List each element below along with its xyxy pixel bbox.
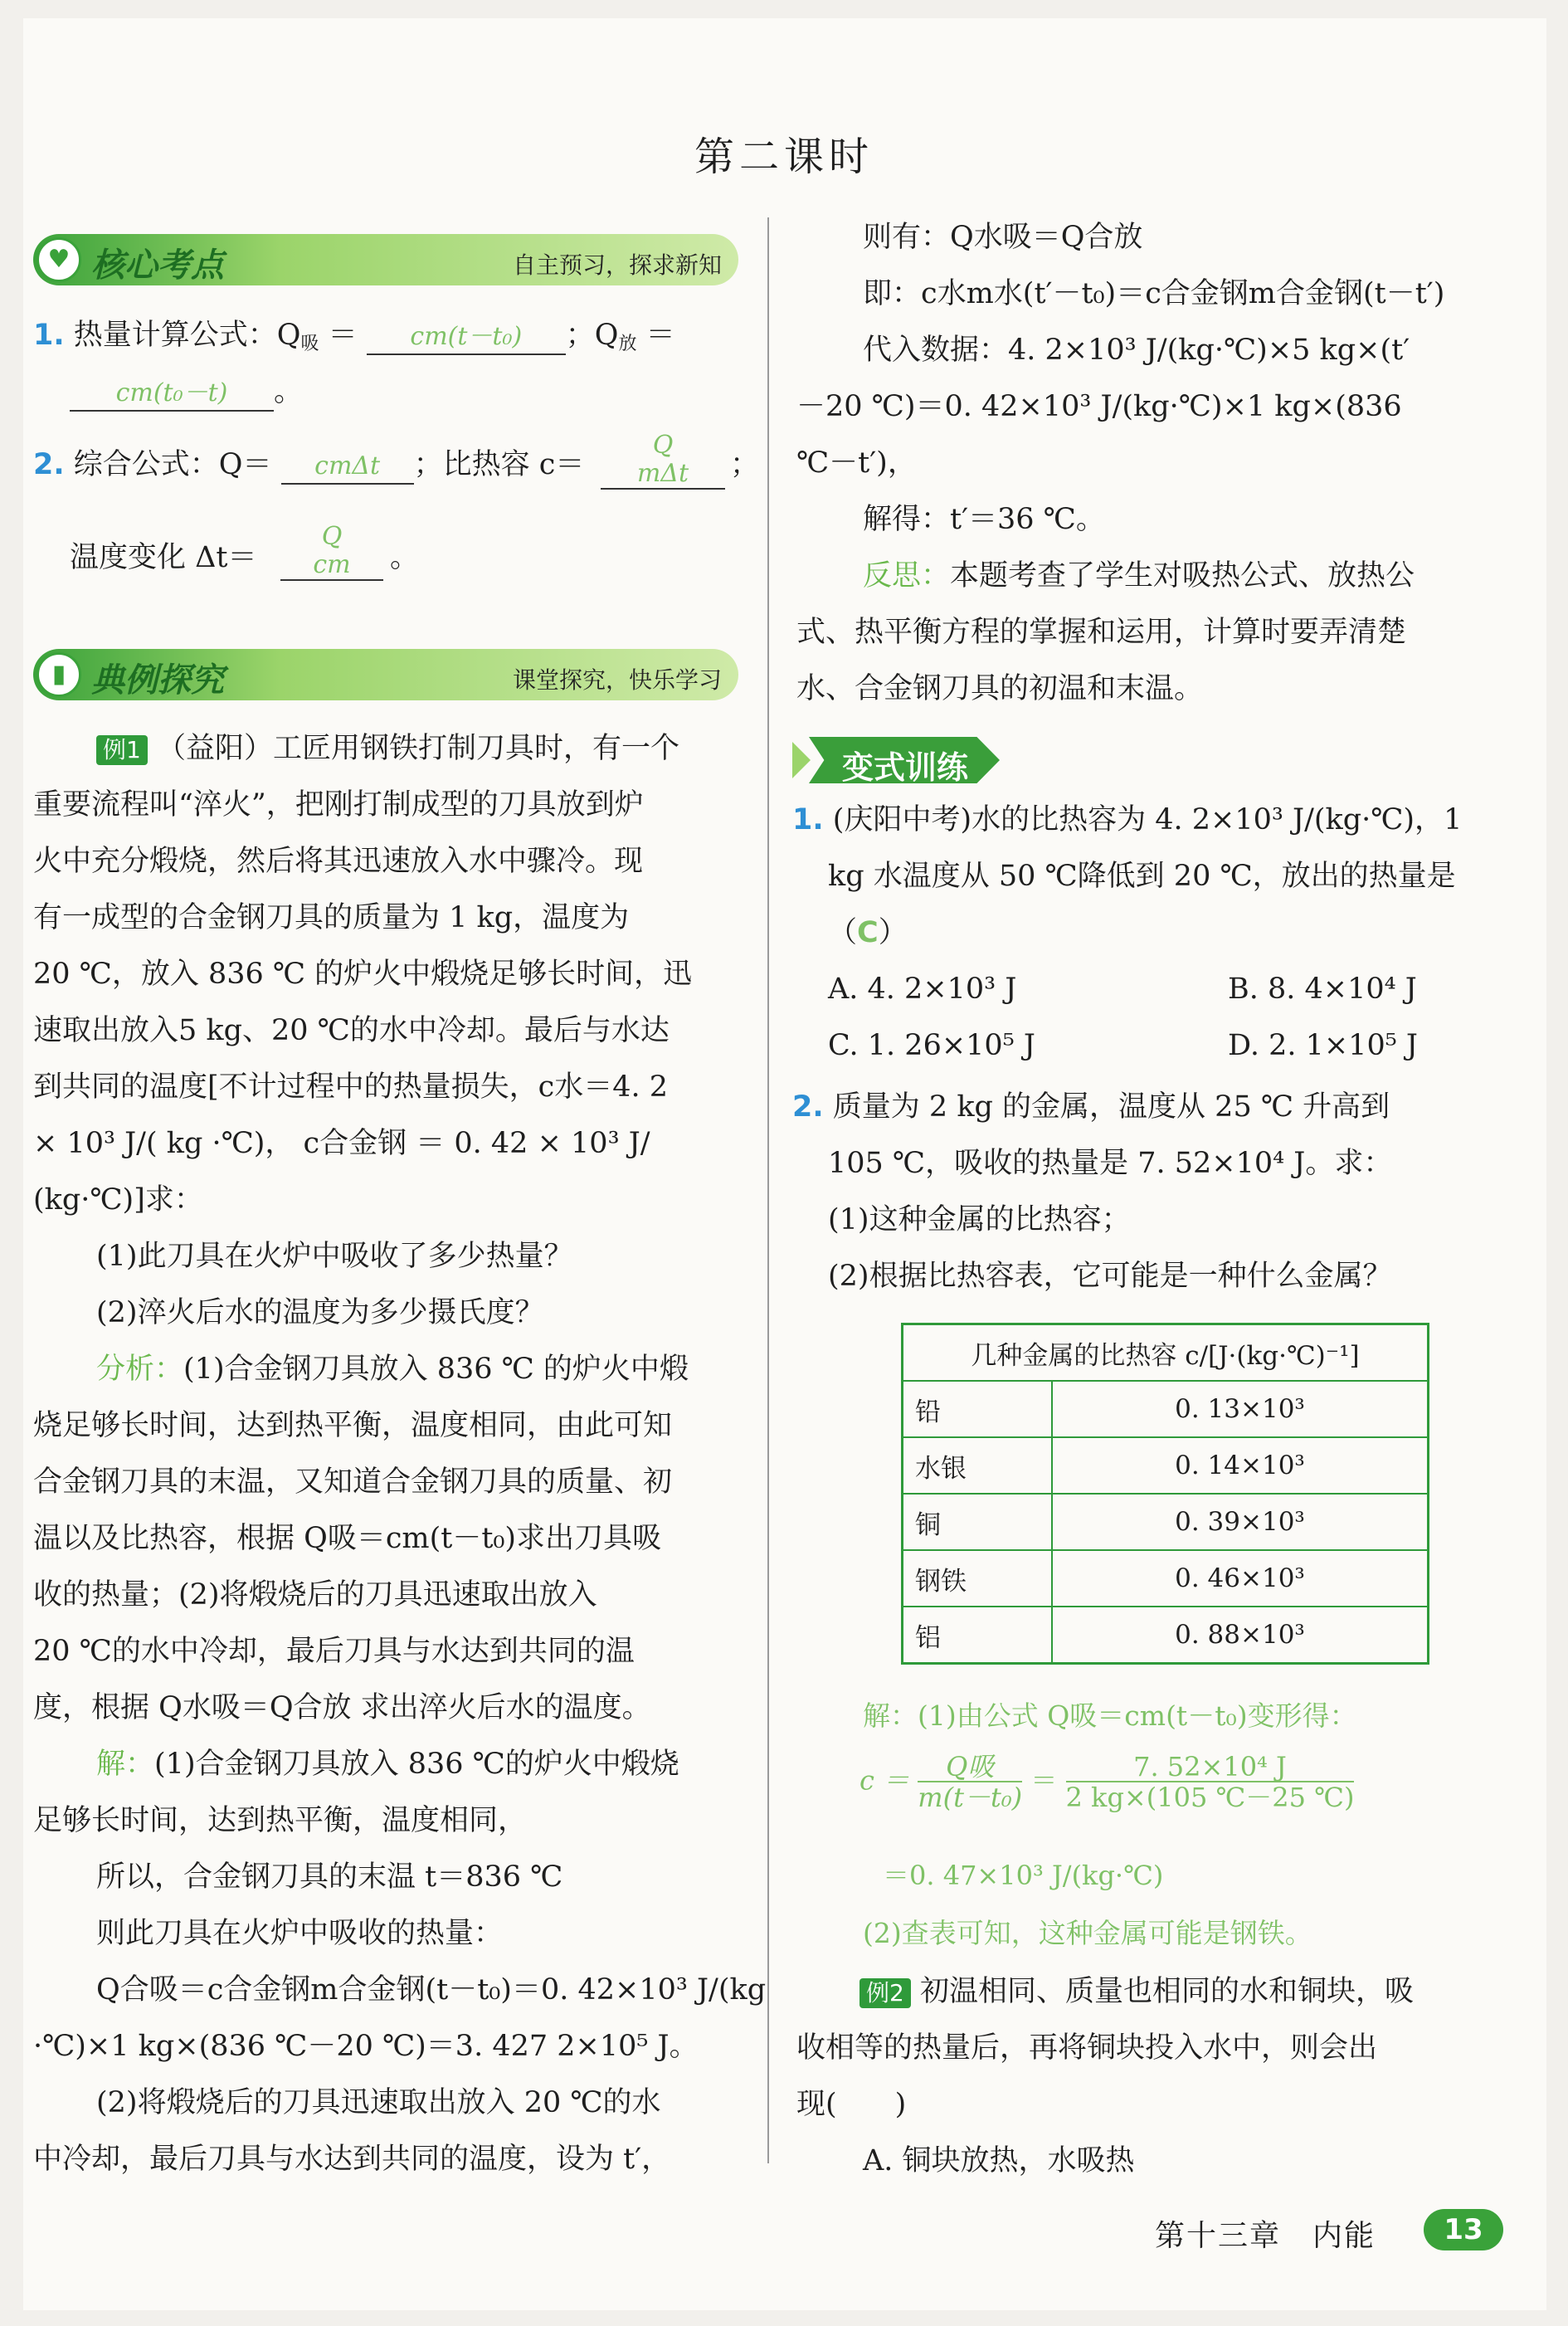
table-row: 钢铁 0. 46×10³ — [903, 1550, 1429, 1607]
answer-paren: （C） — [828, 916, 908, 949]
reflect-line: 式、热平衡方程的掌握和运用，计算时要弄清楚 — [796, 616, 1407, 649]
example-1-line: 速取出放入5 kg、20 ℃的水中冷却。最后与水达 — [33, 1014, 670, 1047]
example-2-line: 收相等的热量后，再将铜块投入水中，则会出 — [796, 2031, 1378, 2065]
fraction-c: Q mΔt — [601, 432, 725, 490]
example-1-line: (1)此刀具在火炉中吸收了多少热量？ — [96, 1240, 573, 1273]
specific-heat-table — [901, 1323, 1429, 1665]
table-row: 铜 0. 39×10³ — [903, 1494, 1429, 1550]
option-a: A. 铜块放热，水吸热 — [863, 2144, 1135, 2177]
variant-question-1: 1. (庆阳中考)水的比热容为 4. 2×10³ J/(kg·℃)，1 — [792, 803, 1463, 836]
variant-question-2-line: (1)这种金属的比热容； — [828, 1203, 1131, 1236]
variant-training-tag: 变式训练 — [792, 737, 1025, 783]
option-a: A. 4. 2×10³ J — [828, 973, 1017, 1006]
fraction-dt: Q cm — [280, 523, 383, 581]
solution-line: 则此刀具在火炉中吸收的热量： — [96, 1917, 504, 1950]
solution-line: －20 ℃)＝0. 42×10³ J/(kg·℃)×1 kg×(836 — [796, 390, 1402, 423]
example-1-line: (kg·℃)]求： — [33, 1183, 203, 1217]
analysis-line: 度，根据 Q水吸＝Q合放 求出淬火后水的温度。 — [33, 1691, 651, 1724]
solution-line: 解得：t′＝36 ℃。 — [863, 503, 1105, 536]
question-2-line2: 温度变化 Δt＝ — [70, 541, 257, 574]
page-title: 第二课时 — [694, 134, 874, 180]
solution-line: ·℃)×1 kg×(836 ℃－20 ℃)＝3. 427 2×10⁵ J。 — [33, 2030, 699, 2063]
solution-line: 所以，合金钢刀具的末温 t＝836 ℃ — [96, 1860, 563, 1894]
solution-line: 代入数据：4. 2×10³ J/(kg·℃)×5 kg×(t′ — [863, 334, 1410, 367]
column-divider — [767, 217, 769, 2163]
section-title: 核心考点 — [91, 246, 224, 285]
answer-choice: C — [857, 916, 879, 949]
answer-solution-line: (2)查表可知，这种金属可能是钢铁。 — [863, 1917, 1312, 1949]
reflect-line: 反思：本题考查了学生对吸热公式、放热公 — [863, 559, 1415, 592]
example-1-line: (2)淬火后水的温度为多少摄氏度？ — [96, 1296, 544, 1329]
variant-question-2-line: 105 ℃，吸收的热量是 7. 52×10⁴ J。求： — [828, 1147, 1393, 1180]
answer-blank: cm(t₀－t) — [70, 377, 274, 412]
example-tag: 例1 — [96, 735, 148, 765]
example-1-line: 重要流程叫“淬火”，把刚打制成型的刀具放到炉 — [33, 788, 644, 822]
heart-icon: ♥ — [37, 237, 81, 282]
reflect-line: 水、合金钢刀具的初温和末温。 — [796, 672, 1204, 705]
solution-line: 即：c水m水(t′－t₀)＝c合金钢m合金钢(t－t′) — [863, 277, 1445, 310]
section-subtitle: 自主预习，探求新知 — [512, 251, 722, 279]
option-d: D. 2. 1×10⁵ J — [1228, 1029, 1418, 1062]
section-header-examples — [33, 649, 738, 700]
analysis-line: 20 ℃的水中冷却，最后刀具与水达到共同的温 — [33, 1635, 635, 1668]
section-title: 典例探究 — [91, 661, 224, 700]
solution-line: (2)将煅烧后的刀具迅速取出放入 20 ℃的水 — [96, 2086, 661, 2119]
solution-line: ℃－t′)， — [796, 446, 917, 480]
table-header: 几种金属的比热容 c/[J·(kg·℃)⁻¹] — [903, 1324, 1429, 1382]
analysis-line: 温以及比热容，根据 Q吸＝cm(t－t₀)求出刀具吸 — [33, 1522, 662, 1555]
analysis-line: 烧足够长时间，达到热平衡，温度相同，由此可知 — [33, 1409, 673, 1442]
option-b: B. 8. 4×10⁴ J — [1228, 973, 1417, 1006]
option-c: C. 1. 26×10⁵ J — [828, 1029, 1035, 1062]
section-subtitle: 课堂探究，快乐学习 — [512, 666, 722, 694]
example-1-line: 火中充分煅烧，然后将其迅速放入水中骤冷。现 — [33, 845, 644, 878]
variant-question-1-line: kg 水温度从 50 ℃降低到 20 ℃，放出的热量是 — [828, 860, 1456, 893]
analysis-line: 合金钢刀具的末温，又知道合金钢刀具的质量、初 — [33, 1465, 673, 1499]
arrow-icon — [792, 742, 811, 778]
solution-label: 解： — [96, 1748, 155, 1781]
example-1-line: 到共同的温度[不计过程中的热量损失，c水＝4. 2 — [33, 1070, 669, 1104]
answer-solution-line: 解：(1)由公式 Q吸＝cm(t－t₀)变形得： — [863, 1699, 1357, 1732]
answer-formula: c ＝ $\frac{\text{Q吸}}{\text{m(t－t₀)}}$ ＝ $\frac{\text{7. 52×10⁴ J}}{2 kg\times(105 ℃-25 ℃)}$ — [859, 1751, 1355, 1813]
example-2-line: 例2 初温相同、质量也相同的水和铜块，吸 — [859, 1975, 1414, 2008]
question-1: 1. 热量计算公式：$Q_吸 = cm(t-t_0)$ ；$Q_放$ ＝ — [33, 319, 675, 354]
variant-question-2-line: (2)根据比热容表，它可能是一种什么金属？ — [828, 1260, 1392, 1293]
table-header-row — [903, 1324, 1429, 1382]
answer-blank: cm(t－t₀) — [367, 320, 566, 355]
bar-chart-icon: ▮ — [37, 652, 81, 697]
section-header-core — [33, 234, 738, 285]
page-number: 13 — [1424, 2209, 1503, 2250]
analysis-line: 分析：(1)合金钢刀具放入 836 ℃ 的炉火中煅 — [96, 1353, 689, 1386]
solution-line: 则有：Q水吸＝Q合放 — [863, 221, 1143, 254]
table-row: 水银 0. 14×10³ — [903, 1437, 1429, 1494]
solution-line: Q合吸＝c合金钢m合金钢(t－t₀)＝0. 42×10³ J/(kg — [96, 1973, 767, 2007]
question-1-line2: cm(t₀－t) 。 — [70, 375, 303, 412]
example-1-line: 20 ℃，放入 836 ℃ 的炉火中煅烧足够长时间，迅 — [33, 958, 693, 991]
analysis-label: 分析： — [96, 1353, 184, 1386]
reflect-label: 反思： — [863, 559, 951, 592]
answer-result: ＝0. 47×10³ J/(kg·℃) — [883, 1860, 1164, 1891]
answer-blank: cmΔt — [281, 450, 414, 485]
solution-line: 足够长时间，达到热平衡，温度相同， — [33, 1804, 528, 1837]
table-row: 铝 0. 88×10³ — [903, 1607, 1429, 1664]
table-row: 铅 0. 13×10³ — [903, 1381, 1429, 1437]
chapter-footer: 第十三章 内能 — [1155, 2219, 1376, 2253]
variant-question-2: 2. 质量为 2 kg 的金属，温度从 25 ℃ 升高到 — [792, 1090, 1390, 1124]
analysis-line: 收的热量；(2)将煅烧后的刀具迅速取出放入 — [33, 1578, 597, 1612]
solution-line: 中冷却，最后刀具与水达到共同的温度，设为 t′， — [33, 2143, 671, 2176]
solution-line: 解：(1)合金钢刀具放入 836 ℃的炉火中煅烧 — [96, 1748, 679, 1781]
example-1-line: × 10³ J/( kg ·℃)， c合金钢 ＝ 0. 42 × 10³ J/ — [33, 1127, 650, 1160]
question-2: 2. 综合公式：Q＝ cmΔt ；比热容 c＝ — [33, 448, 584, 485]
example-1-line: 有一成型的合金钢刀具的质量为 1 kg，温度为 — [33, 901, 630, 934]
example-1-line: 例1 （益阳）工匠用钢铁打制刀具时，有一个 — [96, 732, 679, 765]
example-tag: 例2 — [859, 1978, 911, 2008]
example-2-line: 现( ) — [796, 2088, 907, 2121]
